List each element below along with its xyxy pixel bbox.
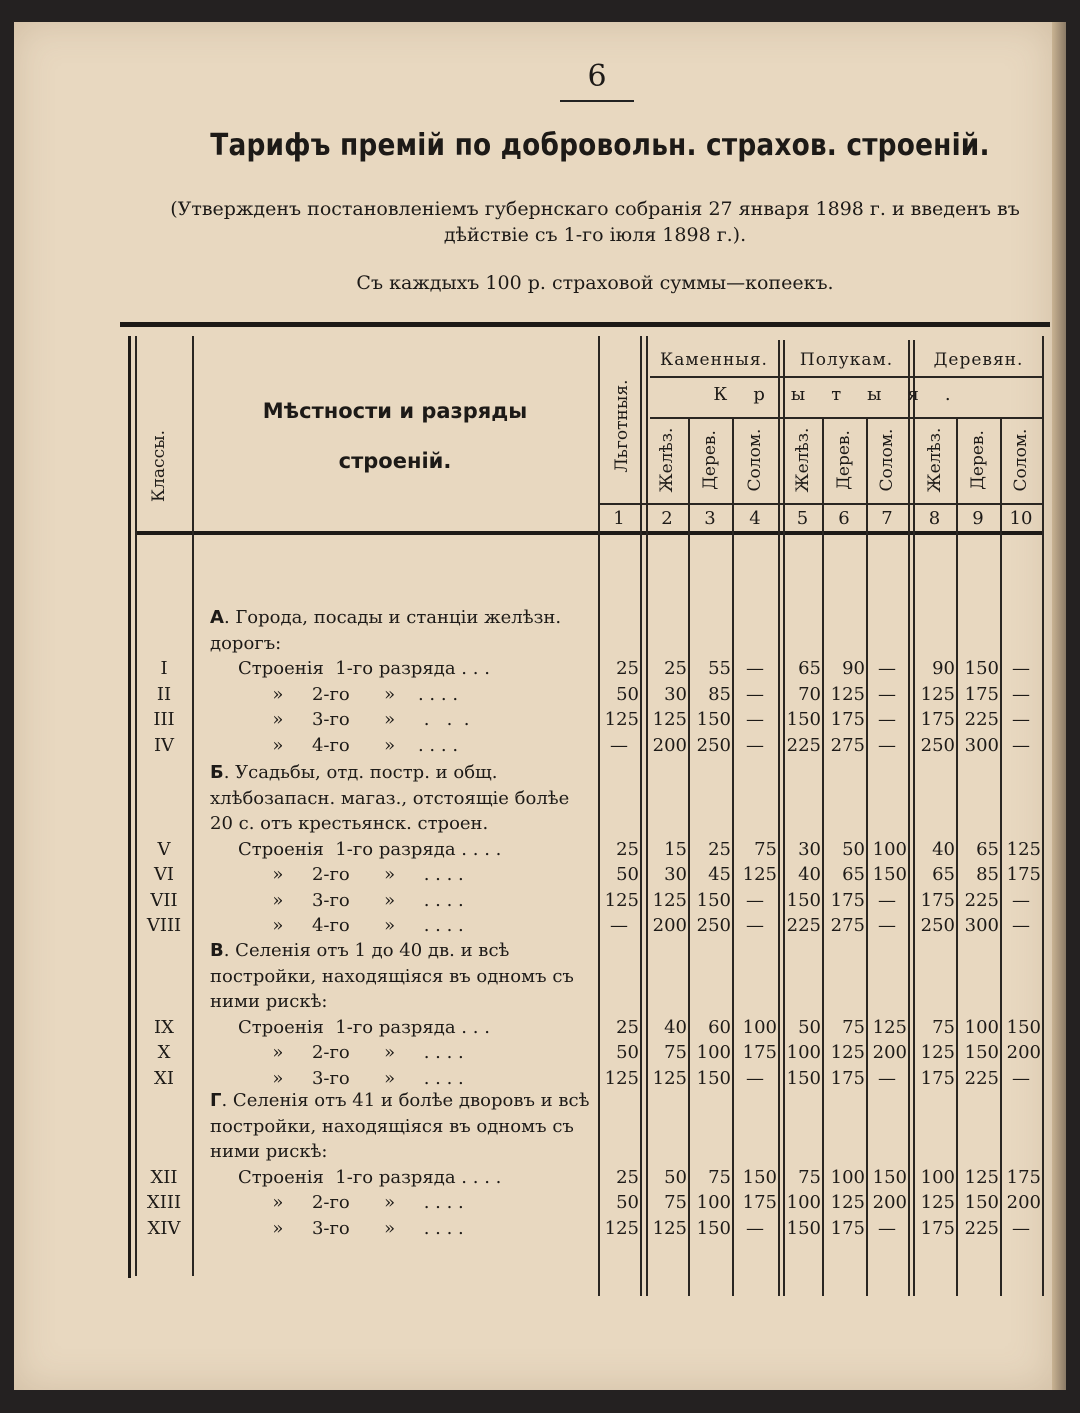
table-cell: 300 bbox=[964, 734, 999, 756]
table-cell: 40 bbox=[664, 1016, 687, 1038]
section-heading-text: . Селенія отъ 1 до 40 дв. и всѣ постройки, находящіяся въ одномъ съ ними рискѣ: bbox=[210, 940, 574, 1012]
table-cell: 225 bbox=[964, 709, 999, 730]
table-left-border bbox=[128, 336, 131, 1278]
table-cell: 175 bbox=[742, 1192, 777, 1213]
row-class: I bbox=[160, 658, 168, 679]
table-cell: 25 bbox=[616, 1166, 639, 1188]
table-cell: 75 bbox=[664, 1042, 687, 1063]
table-cell: 125 bbox=[872, 1016, 907, 1038]
table-cell: 90 bbox=[842, 658, 865, 679]
section-heading bbox=[210, 1088, 590, 1165]
table-cell: 150 bbox=[696, 889, 731, 911]
table-cell: — bbox=[746, 915, 764, 936]
table-cell: 200 bbox=[872, 1042, 907, 1063]
table-cell: 150 bbox=[696, 709, 731, 730]
table-cell: 70 bbox=[798, 683, 821, 705]
unit-line: Съ каждыхъ 100 р. страховой суммы—копеекъ. bbox=[356, 272, 834, 294]
table-cell: 125 bbox=[652, 1067, 687, 1089]
subheader-derev: Дерев. bbox=[700, 430, 720, 490]
header-lgotnyya: Льготныя. bbox=[612, 379, 632, 473]
row-label: » 2-го » . . . . bbox=[238, 864, 464, 885]
table-cell: 100 bbox=[786, 1192, 821, 1213]
table-cell: 50 bbox=[616, 1042, 639, 1063]
row-class: VIII bbox=[146, 915, 182, 936]
table-cell: 175 bbox=[830, 709, 865, 730]
table-cell: 90 bbox=[932, 658, 955, 679]
table-cell: — bbox=[1012, 683, 1030, 705]
table-cell: 125 bbox=[964, 1166, 999, 1188]
header-classes: Классы. bbox=[149, 429, 169, 503]
table-cell: 300 bbox=[964, 915, 999, 936]
table-cell: 65 bbox=[842, 864, 865, 885]
table-cell: 175 bbox=[920, 709, 955, 730]
table-cell: 125 bbox=[742, 864, 777, 885]
table-cell: 125 bbox=[604, 1217, 639, 1239]
section-heading bbox=[210, 938, 590, 1015]
section-heading bbox=[210, 760, 590, 837]
table-cell: — bbox=[1012, 889, 1030, 911]
column-number: 3 bbox=[704, 508, 716, 529]
lgot-right-line bbox=[640, 336, 642, 1296]
polu-right-line2 bbox=[913, 340, 915, 1296]
table-cell: 225 bbox=[786, 915, 821, 936]
table-cell: 65 bbox=[976, 838, 999, 860]
section-heading bbox=[210, 605, 590, 656]
table-cell: 100 bbox=[964, 1016, 999, 1038]
table-cell: 100 bbox=[696, 1042, 731, 1063]
page-number-rule bbox=[560, 100, 634, 102]
subheader-zhelez: Желѣз. bbox=[792, 427, 813, 493]
row-class: V bbox=[157, 838, 171, 860]
table-cell: 175 bbox=[742, 1042, 777, 1063]
table-cell: 250 bbox=[696, 734, 731, 756]
table-cell: 75 bbox=[932, 1016, 955, 1038]
table-cell: — bbox=[878, 915, 896, 936]
table-cell: — bbox=[1012, 658, 1030, 679]
table-cell: — bbox=[746, 889, 764, 911]
table-cell: 125 bbox=[830, 1192, 865, 1213]
row-class: II bbox=[156, 683, 172, 705]
column-number: 4 bbox=[749, 508, 761, 529]
table-cell: — bbox=[878, 658, 896, 679]
row-label: » 2-го » . . . . bbox=[238, 1192, 464, 1213]
table-cell: — bbox=[878, 889, 896, 911]
row-label: » 2-го » . . . . bbox=[238, 1042, 464, 1063]
column-number: 2 bbox=[661, 508, 673, 529]
header-group-kamennyya: Каменныя. bbox=[660, 350, 768, 370]
table-cell: 100 bbox=[872, 838, 907, 860]
lgot-right-line2 bbox=[646, 336, 648, 1296]
table-cell: 25 bbox=[664, 658, 687, 679]
column-number: 1 bbox=[613, 508, 625, 529]
column-number: 9 bbox=[972, 508, 984, 529]
table-cell: 175 bbox=[964, 683, 999, 705]
row-class: XI bbox=[154, 1067, 174, 1089]
row-class: X bbox=[157, 1042, 171, 1063]
row-label: Строенія 1-го разряда . . . . bbox=[238, 1166, 502, 1188]
table-cell: — bbox=[746, 1217, 764, 1239]
table-cell: 225 bbox=[964, 889, 999, 911]
table-cell: 200 bbox=[1006, 1192, 1041, 1213]
subheader-solom: Солом. bbox=[877, 428, 897, 492]
table-cell: 75 bbox=[664, 1192, 687, 1213]
row-class: XIII bbox=[146, 1192, 182, 1213]
table-cell: 25 bbox=[616, 658, 639, 679]
table-cell: 175 bbox=[920, 889, 955, 911]
kam-right-line bbox=[778, 340, 780, 1296]
polu-right-line bbox=[908, 340, 910, 1296]
table-cell: — bbox=[1012, 915, 1030, 936]
section-letter: В bbox=[210, 940, 224, 961]
table-cell: 100 bbox=[742, 1016, 777, 1038]
table-cell: 175 bbox=[830, 1067, 865, 1089]
table-cell: 175 bbox=[920, 1067, 955, 1089]
header-group-polukam: Полукам. bbox=[799, 350, 894, 370]
row-class: XIV bbox=[147, 1217, 181, 1239]
table-cell: — bbox=[610, 734, 628, 756]
classes-divider bbox=[135, 336, 137, 1276]
row-label: » 3-го » . . . . bbox=[238, 1067, 464, 1089]
table-cell: 50 bbox=[664, 1166, 687, 1188]
table-cell: — bbox=[746, 658, 764, 679]
table-cell: 175 bbox=[1006, 864, 1041, 885]
table-cell: 25 bbox=[616, 838, 639, 860]
table-cell: — bbox=[1012, 1067, 1030, 1089]
row-label: Строенія 1-го разряда . . . bbox=[238, 658, 490, 679]
table-cell: 40 bbox=[932, 838, 955, 860]
column-number: 7 bbox=[881, 508, 893, 529]
subheader-derev: Дерев. bbox=[968, 430, 988, 490]
table-cell: — bbox=[878, 683, 896, 705]
subheader-zhelez: Желѣз. bbox=[924, 427, 945, 493]
table-cell: 25 bbox=[616, 1016, 639, 1038]
desc-right-line bbox=[598, 336, 600, 1296]
row-label: » 3-го » . . . . bbox=[238, 889, 464, 911]
header-bottom-rule bbox=[135, 531, 1043, 535]
table-cell: 125 bbox=[652, 889, 687, 911]
table-cell: 175 bbox=[830, 889, 865, 911]
table-cell: 150 bbox=[872, 864, 907, 885]
table-cell: 85 bbox=[976, 864, 999, 885]
subheader-zhelez: Желѣз. bbox=[657, 427, 677, 493]
classes-right-line bbox=[192, 336, 194, 1276]
table-cell: 25 bbox=[708, 838, 731, 860]
table-cell: — bbox=[878, 1217, 896, 1239]
section-heading-text: . Усадьбы, отд. постр. и общ. хлѣбозапасн. магаз., отстоящіе болѣе 20 с. отъ крестьянск. строен. bbox=[210, 762, 570, 834]
table-cell: 45 bbox=[708, 864, 731, 885]
table-cell: 150 bbox=[872, 1166, 907, 1188]
table-cell: 125 bbox=[652, 1217, 687, 1239]
header-main bbox=[195, 386, 595, 486]
table-cell: 225 bbox=[964, 1067, 999, 1089]
table-cell: 150 bbox=[964, 658, 999, 679]
table-cell: — bbox=[1012, 1217, 1030, 1239]
table-cell: — bbox=[746, 709, 764, 730]
column-number: 10 bbox=[1009, 508, 1033, 529]
table-cell: 200 bbox=[652, 734, 687, 756]
group-header-rule bbox=[650, 376, 1042, 378]
column-number: 5 bbox=[796, 508, 809, 529]
table-cell: 225 bbox=[964, 1217, 999, 1239]
table-cell: 75 bbox=[798, 1166, 821, 1188]
table-cell: 60 bbox=[708, 1016, 731, 1038]
table-cell: 50 bbox=[616, 864, 639, 885]
table-cell: 275 bbox=[830, 915, 865, 936]
table-cell: 15 bbox=[664, 838, 687, 860]
section-heading-text: . Города, посады и станціи желѣзн. дорогъ: bbox=[210, 607, 562, 654]
table-cell: 200 bbox=[1006, 1042, 1041, 1063]
header-group-derevyan: Деревян. bbox=[933, 350, 1024, 370]
table-cell: 125 bbox=[920, 1042, 955, 1063]
page-subtitle: (Утвержденъ постановленіемъ губернскаго собранія 27 января 1898 г. и введенъ въ дѣйствіе съ 1-го іюля 1898 г.). bbox=[170, 198, 1020, 246]
colnum-rule bbox=[598, 503, 1042, 505]
column-number: 8 bbox=[928, 508, 941, 529]
table-cell: 100 bbox=[830, 1166, 865, 1188]
row-label: Строенія 1-го разряда . . . bbox=[238, 1016, 490, 1038]
row-class: VII bbox=[150, 889, 178, 911]
table-cell: 200 bbox=[872, 1192, 907, 1213]
table-cell: 150 bbox=[964, 1192, 999, 1213]
header-main-line2: строеній. bbox=[338, 449, 452, 473]
table-cell: 125 bbox=[920, 1192, 955, 1213]
subheader-solom: Солом. bbox=[745, 428, 765, 492]
table-cell: — bbox=[878, 1067, 896, 1089]
table-cell: 65 bbox=[932, 864, 955, 885]
section-letter: А bbox=[210, 607, 224, 628]
table-right-border bbox=[1042, 336, 1044, 1296]
table-cell: 125 bbox=[652, 709, 687, 730]
table-cell: 150 bbox=[696, 1217, 731, 1239]
table-cell: 250 bbox=[696, 915, 731, 936]
table-cell: 275 bbox=[830, 734, 865, 756]
table-cell: 150 bbox=[786, 1067, 821, 1089]
row-class: IV bbox=[153, 734, 175, 756]
table-cell: 40 bbox=[798, 864, 821, 885]
table-cell: — bbox=[746, 683, 764, 705]
row-label: » 4-го » . . . . bbox=[238, 734, 459, 756]
table-cell: 150 bbox=[696, 1067, 731, 1089]
table-cell: 50 bbox=[616, 1192, 639, 1213]
table-cell: — bbox=[746, 1067, 764, 1089]
table-cell: — bbox=[610, 915, 628, 936]
row-label: » 2-го » . . . . bbox=[238, 683, 459, 705]
table-cell: 65 bbox=[798, 658, 821, 679]
table-cell: — bbox=[1012, 709, 1030, 730]
table-cell: 200 bbox=[652, 915, 687, 936]
table-cell: — bbox=[746, 734, 764, 756]
table-cell: 75 bbox=[754, 838, 777, 860]
table-cell: 175 bbox=[920, 1217, 955, 1239]
table-cell: 125 bbox=[604, 709, 639, 730]
row-label: Строенія 1-го разряда . . . . bbox=[238, 838, 502, 860]
kam-right-line2 bbox=[783, 340, 785, 1296]
row-label: » 3-го » . . . bbox=[238, 709, 470, 730]
table-cell: 150 bbox=[742, 1166, 777, 1188]
subheader-solom: Солом. bbox=[1011, 428, 1031, 492]
table-cell: 225 bbox=[786, 734, 821, 756]
section-letter: Г bbox=[210, 1090, 222, 1111]
section-heading-text: . Селенія отъ 41 и болѣе дворовъ и всѣ постройки, находящіяся въ одномъ съ ними рискѣ: bbox=[210, 1090, 590, 1162]
table-cell: 150 bbox=[1006, 1016, 1041, 1038]
page-title: Тарифъ премій по добровольн. страхов. строеній. bbox=[210, 128, 990, 163]
table-cell: 50 bbox=[616, 683, 639, 705]
table-cell: 75 bbox=[842, 1016, 865, 1038]
table-cell: 100 bbox=[920, 1166, 955, 1188]
table-cell: — bbox=[1012, 734, 1030, 756]
table-cell: 125 bbox=[920, 683, 955, 705]
table-cell: 175 bbox=[830, 1217, 865, 1239]
row-class: VI bbox=[153, 864, 175, 885]
table-cell: 100 bbox=[696, 1192, 731, 1213]
table-cell: — bbox=[878, 734, 896, 756]
table-cell: 150 bbox=[786, 889, 821, 911]
table-cell: 85 bbox=[708, 683, 731, 705]
row-class: III bbox=[153, 709, 175, 730]
table-cell: 30 bbox=[664, 864, 687, 885]
table-cell: 125 bbox=[1006, 838, 1041, 860]
subheader-derev: Дерев. bbox=[834, 430, 854, 490]
table-cell: 150 bbox=[786, 709, 821, 730]
table-cell: 150 bbox=[786, 1217, 821, 1239]
row-class: IX bbox=[154, 1016, 174, 1038]
table-cell: 250 bbox=[920, 734, 955, 756]
table-top-rule bbox=[120, 322, 1050, 327]
table-cell: 125 bbox=[830, 683, 865, 705]
table-cell: 50 bbox=[842, 838, 865, 860]
table-cell: 100 bbox=[786, 1042, 821, 1063]
table-cell: 150 bbox=[964, 1042, 999, 1063]
table-cell: 55 bbox=[708, 658, 731, 679]
table-cell: 125 bbox=[604, 889, 639, 911]
table-cell: 250 bbox=[920, 915, 955, 936]
header-main-line1: Мѣстности и разряды bbox=[262, 399, 528, 423]
table-cell: 50 bbox=[798, 1016, 821, 1038]
table-cell: 125 bbox=[604, 1067, 639, 1089]
table-cell: 75 bbox=[708, 1166, 731, 1188]
row-label: » 4-го » . . . . bbox=[238, 915, 464, 936]
column-number: 6 bbox=[838, 508, 850, 529]
page-number: 6 bbox=[587, 59, 607, 94]
table-cell: 175 bbox=[1006, 1166, 1041, 1188]
section-letter: Б bbox=[210, 762, 224, 783]
row-class: XII bbox=[150, 1166, 178, 1188]
header-krytyya: Крытыя. bbox=[713, 384, 977, 405]
table-cell: 125 bbox=[830, 1042, 865, 1063]
table-cell: 30 bbox=[798, 838, 821, 860]
row-label: » 3-го » . . . . bbox=[238, 1217, 464, 1239]
table-cell: 30 bbox=[664, 683, 687, 705]
table-cell: — bbox=[878, 709, 896, 730]
